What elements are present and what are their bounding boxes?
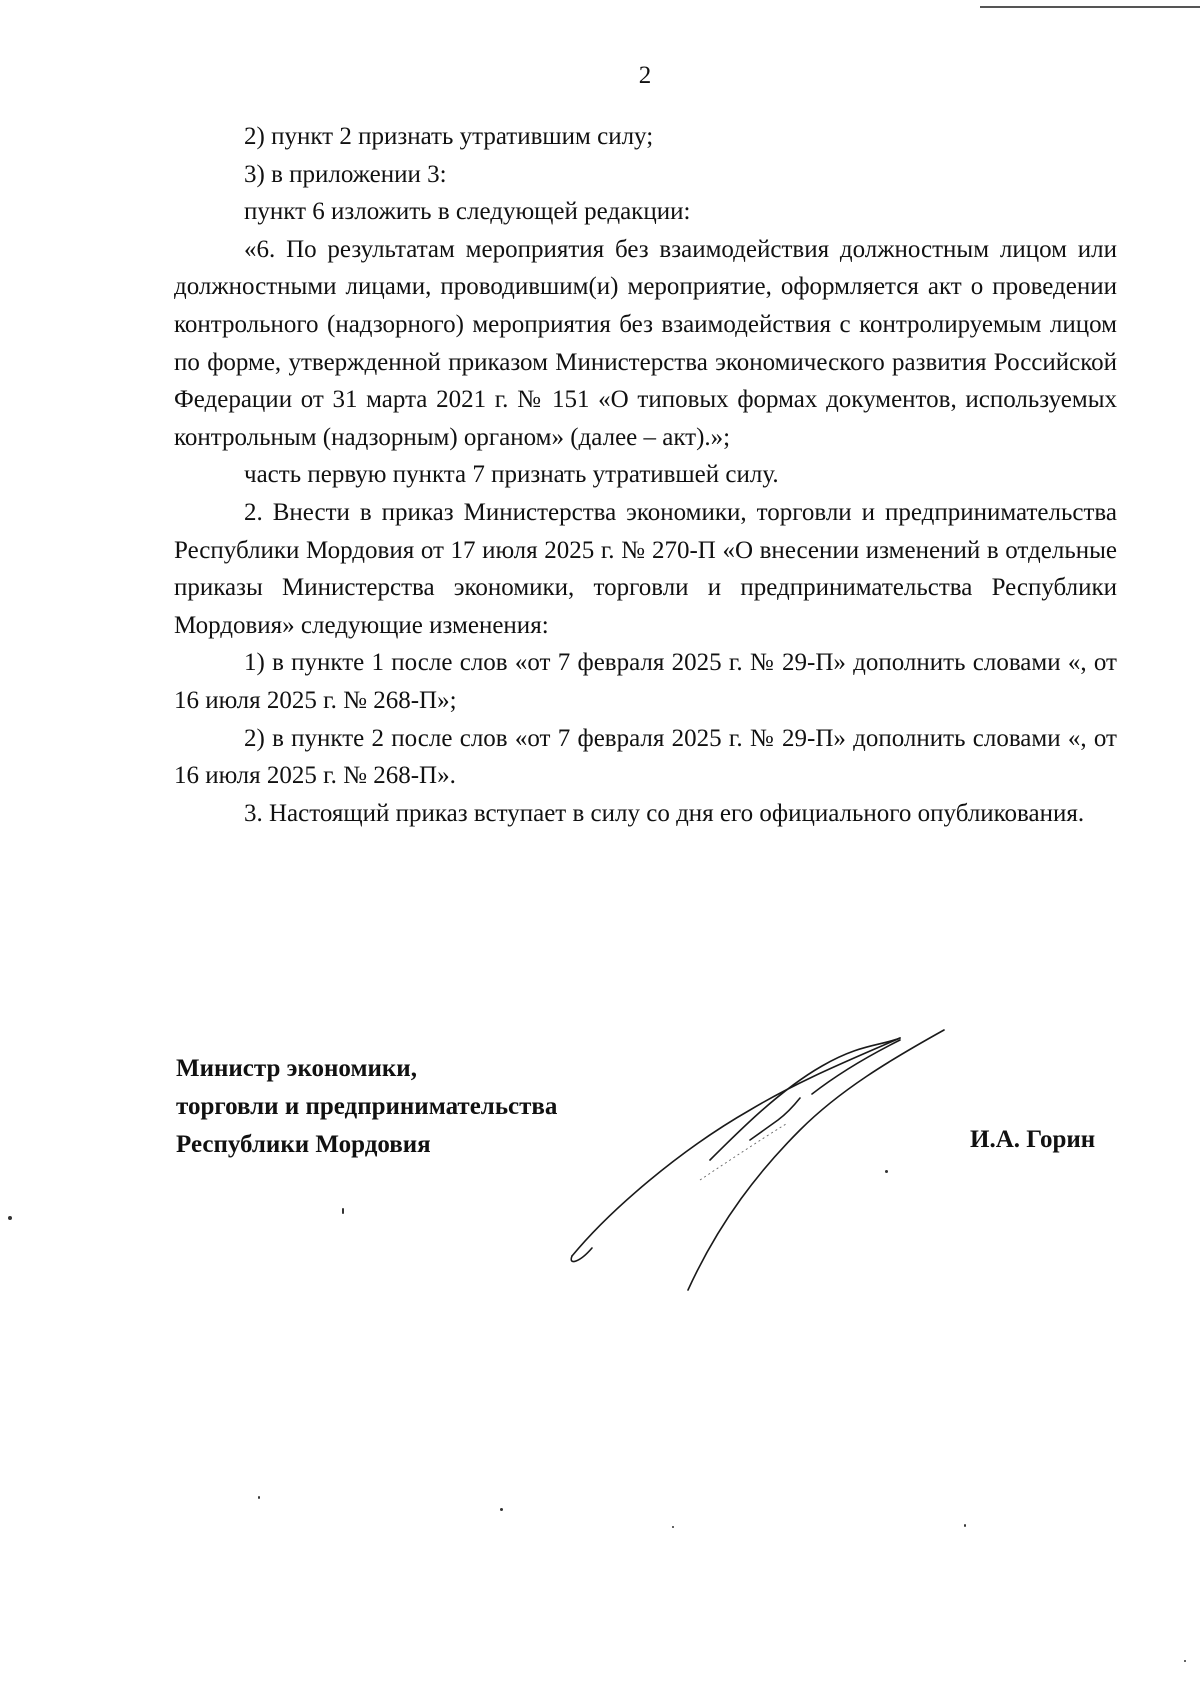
paragraph-section-2-sub-1: 1) в пункте 1 после слов «от 7 февраля 2025 г. № 29-П» дополнить словами «, от 16 июля 2025 г. № 268-П»; xyxy=(174,649,1117,714)
scan-speck xyxy=(500,1508,503,1511)
paragraph-appendix-3: 3) в приложении 3: xyxy=(244,160,447,188)
signatory-position xyxy=(176,1050,557,1164)
paragraph-section-3: 3. Настоящий приказ вступает в силу со дня его официального опубликования. xyxy=(244,799,1085,827)
paragraph-section-2: 2. Внести в приказ Министерства экономики, торговли и предпринимательства Республики Мордовия от 17 июля 2025 г. № 270-П «О внесении изменений в отдельные приказы Министерства экономики, торговли и предпринимательства Республики Мордовия» следующие изменения: xyxy=(174,498,1117,639)
scan-speck xyxy=(342,1208,344,1214)
scan-speck xyxy=(885,1170,888,1173)
document-body xyxy=(174,118,1117,832)
page-number: 2 xyxy=(638,62,652,89)
paragraph-item-7-repeal: часть первую пункта 7 признать утратившей силу. xyxy=(244,461,779,489)
signatory-position-line: Министр экономики, xyxy=(176,1055,417,1082)
paragraph-item-6-intro: пункт 6 изложить в следующей редакции: xyxy=(244,198,691,226)
signatory-position-line: торговли и предпринимательства xyxy=(176,1093,558,1120)
scan-speck xyxy=(8,1216,12,1220)
scan-speck xyxy=(672,1526,674,1528)
paragraph-item-2-repeal: 2) пункт 2 признать утратившим силу; xyxy=(244,123,654,150)
signer-name: И.А. Горин xyxy=(970,1126,1096,1153)
signatory-position-line: Республики Мордовия xyxy=(176,1131,431,1158)
paragraph-section-2-sub-2: 2) в пункте 2 после слов «от 7 февраля 2025 г. № 29-П» дополнить словами «, от 16 июля 2025 г. № 268-П». xyxy=(174,724,1117,790)
scan-speck xyxy=(258,1496,260,1499)
scan-speck xyxy=(1184,1660,1186,1662)
handwritten-signature xyxy=(560,1020,960,1300)
paragraph-item-6-text: «6. По результатам мероприятия без взаимодействия должностным лицом или должностными лицами, проводившим(и) мероприятие, оформляется акт о проведении контрольного (надзорного) мероприятия без взаимодействия с контролируемым лицом по форме, утвержденной приказом Министерства экономического развития Российской Федерации от 31 марта 2021 г. № 151 «О типовых формах документов, используемых контрольным (надзорным) органом» (далее – акт).»; xyxy=(174,235,1117,451)
scan-speck xyxy=(964,1524,966,1527)
scan-top-rule xyxy=(980,6,1200,8)
